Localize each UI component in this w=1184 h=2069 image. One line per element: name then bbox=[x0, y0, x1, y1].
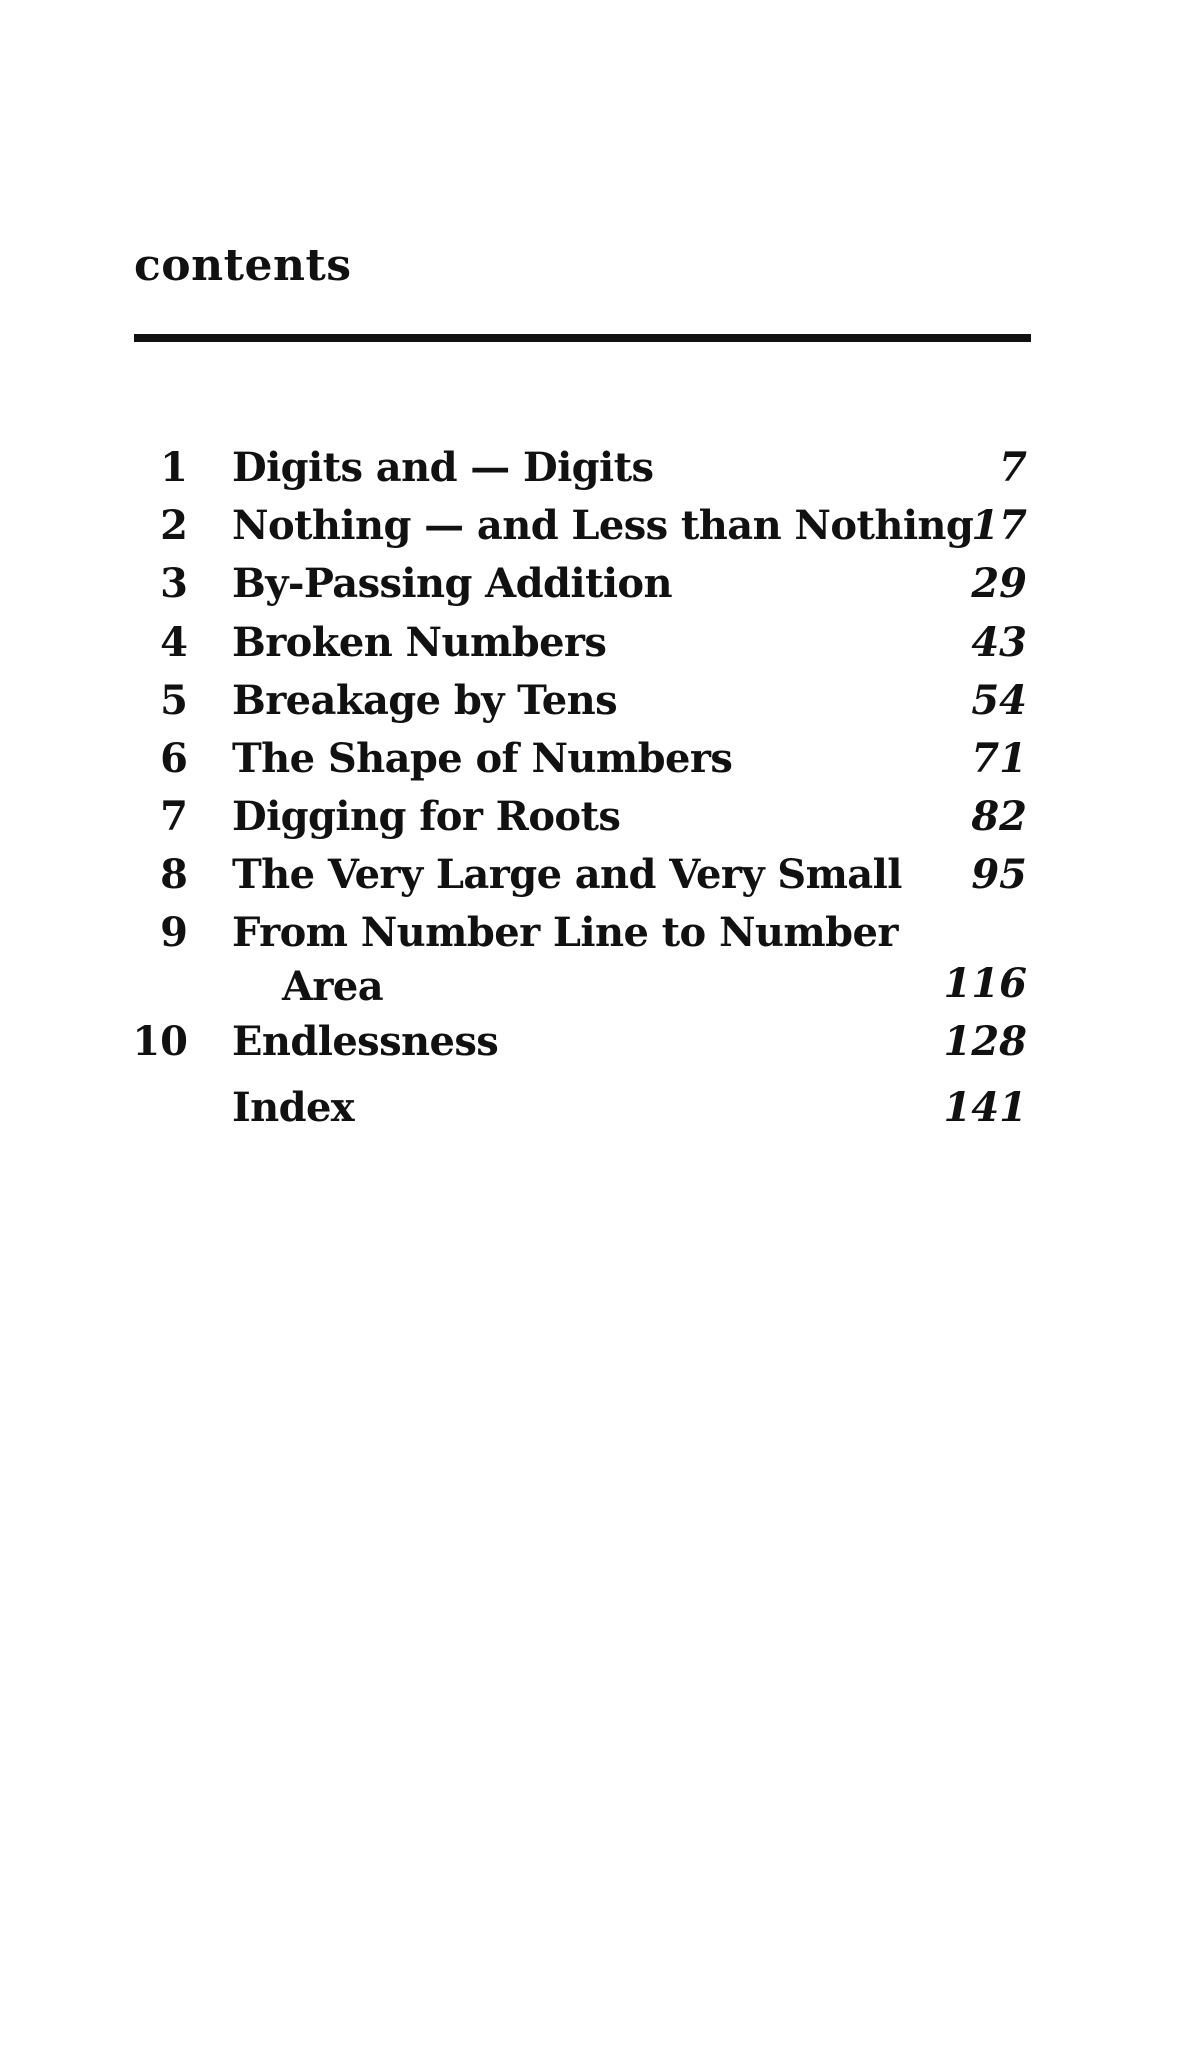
page-number: 29 bbox=[971, 560, 1027, 607]
chapter-title: By-Passing Addition bbox=[232, 560, 672, 607]
chapter-title: The Shape of Numbers bbox=[232, 735, 733, 782]
page-number: 82 bbox=[971, 793, 1027, 840]
chapter-title-block bbox=[232, 905, 898, 1013]
chapter-number: 5 bbox=[160, 677, 188, 724]
toc-entry[interactable] bbox=[0, 1080, 1184, 1136]
page-number: 17 bbox=[971, 502, 1027, 549]
chapter-number: 1 bbox=[160, 444, 188, 491]
chapter-title: Nothing — and Less than Nothing bbox=[232, 502, 974, 549]
chapter-title: Digits and — Digits bbox=[232, 444, 654, 491]
page-number: 95 bbox=[971, 851, 1027, 898]
toc-entry[interactable] bbox=[0, 905, 1184, 1017]
toc-entry[interactable] bbox=[0, 789, 1184, 845]
chapter-title: Breakage by Tens bbox=[232, 677, 617, 724]
page-number: 141 bbox=[943, 1084, 1027, 1131]
toc-entry[interactable] bbox=[0, 440, 1184, 496]
toc-entry[interactable] bbox=[0, 673, 1184, 729]
chapter-number: 8 bbox=[160, 851, 188, 898]
chapter-number: 4 bbox=[160, 619, 188, 666]
page-number: 128 bbox=[943, 1018, 1027, 1065]
toc-entry[interactable] bbox=[0, 847, 1184, 903]
chapter-title: Broken Numbers bbox=[232, 619, 607, 666]
chapter-title: From Number Line to Number bbox=[232, 909, 898, 956]
toc-entry[interactable] bbox=[0, 498, 1184, 554]
page-number: 43 bbox=[971, 619, 1027, 666]
toc-entry[interactable] bbox=[0, 1014, 1184, 1070]
chapter-number: 10 bbox=[132, 1018, 188, 1065]
chapter-number: 9 bbox=[160, 909, 188, 956]
page-number: 7 bbox=[999, 444, 1027, 491]
toc-entry[interactable] bbox=[0, 731, 1184, 787]
toc-entry[interactable] bbox=[0, 615, 1184, 671]
chapter-title: Endlessness bbox=[232, 1018, 499, 1065]
chapter-title: Digging for Roots bbox=[232, 793, 621, 840]
chapter-number: 6 bbox=[160, 735, 188, 782]
page-heading: contents bbox=[134, 240, 352, 291]
chapter-title: Index bbox=[232, 1084, 355, 1131]
page-number: 71 bbox=[971, 735, 1027, 782]
toc-entry[interactable] bbox=[0, 556, 1184, 612]
chapter-title-continued: Area bbox=[282, 963, 384, 1010]
chapter-title: The Very Large and Very Small bbox=[232, 851, 902, 898]
chapter-number: 7 bbox=[160, 793, 188, 840]
chapter-number: 3 bbox=[160, 560, 188, 607]
page-number: 116 bbox=[943, 960, 1027, 1007]
page-number: 54 bbox=[971, 677, 1027, 724]
heading-rule bbox=[134, 334, 1031, 342]
chapter-number: 2 bbox=[160, 502, 188, 549]
